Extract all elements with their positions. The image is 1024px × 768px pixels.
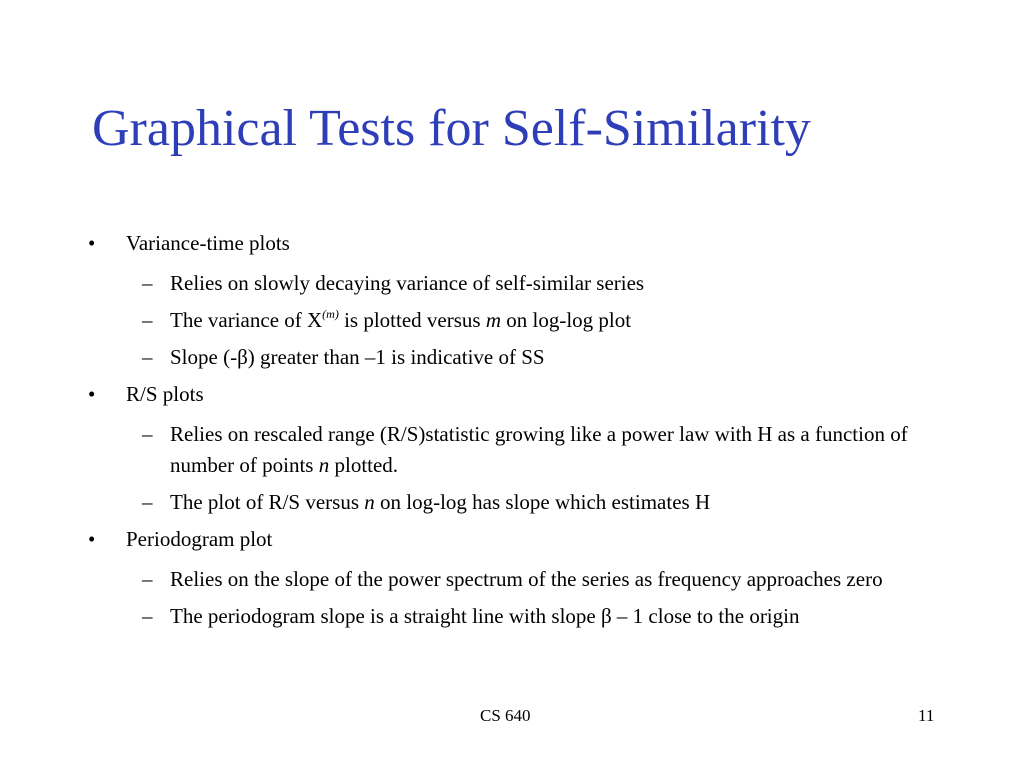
sub-bullet-item bbox=[142, 564, 960, 595]
sub-bullet-item bbox=[142, 305, 960, 336]
dash-marker: – bbox=[142, 490, 153, 514]
dash-marker: – bbox=[142, 345, 153, 369]
sub-bullet-text: Relies on slowly decaying variance of self-similar series bbox=[170, 271, 645, 295]
sub-bullet-item bbox=[142, 268, 960, 299]
slide-title: Graphical Tests for Self-Similarity bbox=[92, 100, 811, 157]
sub-bullet-item bbox=[142, 342, 960, 373]
footer-course-label: CS 640 bbox=[480, 706, 531, 725]
sub-bullet-item bbox=[142, 419, 960, 481]
bullet-marker: • bbox=[88, 231, 96, 255]
sub-bullet-text: The periodogram slope is a straight line with slope β – 1 close to the origin bbox=[170, 604, 800, 628]
superscript-m bbox=[322, 307, 339, 321]
bullet-item bbox=[88, 379, 1024, 410]
variable-n: n bbox=[364, 490, 375, 514]
sub-bullet-text: Relies on rescaled range (R/S)statistic growing like a power law with H as a function of number of points bbox=[170, 422, 908, 477]
sub-bullet-item bbox=[142, 601, 960, 632]
bullet-label: R/S plots bbox=[126, 382, 204, 406]
bullet-label: Variance-time plots bbox=[126, 231, 290, 255]
sub-bullet-text: Relies on the slope of the power spectrum of the series as frequency approaches zero bbox=[170, 567, 883, 591]
sub-bullet-text: on log-log plot bbox=[501, 308, 632, 332]
bullet-item bbox=[88, 228, 1024, 259]
sub-bullet-text: on log-log has slope which estimates H bbox=[374, 490, 711, 514]
dash-marker: – bbox=[142, 604, 153, 628]
footer-page-number: 11 bbox=[918, 706, 935, 725]
variable-n: n bbox=[318, 453, 330, 477]
dash-marker: – bbox=[142, 308, 153, 332]
bullet-marker: • bbox=[88, 527, 96, 551]
variable-m: m bbox=[485, 308, 502, 332]
sub-bullet-text: plotted. bbox=[329, 453, 399, 477]
superscript-text: (m) bbox=[322, 307, 339, 321]
sub-bullet-item bbox=[142, 487, 960, 518]
bullet-list bbox=[0, 228, 1024, 638]
dash-marker: – bbox=[142, 271, 153, 295]
bullet-label: Periodogram plot bbox=[126, 527, 273, 551]
sub-bullet-text: The plot of R/S versus bbox=[170, 490, 365, 514]
sub-bullet-text: Slope (-β) greater than –1 is indicative of SS bbox=[170, 345, 545, 369]
sub-bullet-text: The variance of X bbox=[170, 308, 323, 332]
dash-marker: – bbox=[142, 567, 153, 591]
sub-bullet-text: is plotted versus bbox=[338, 308, 486, 332]
bullet-item bbox=[88, 524, 1024, 555]
dash-marker: – bbox=[142, 422, 153, 446]
bullet-marker: • bbox=[88, 382, 96, 406]
